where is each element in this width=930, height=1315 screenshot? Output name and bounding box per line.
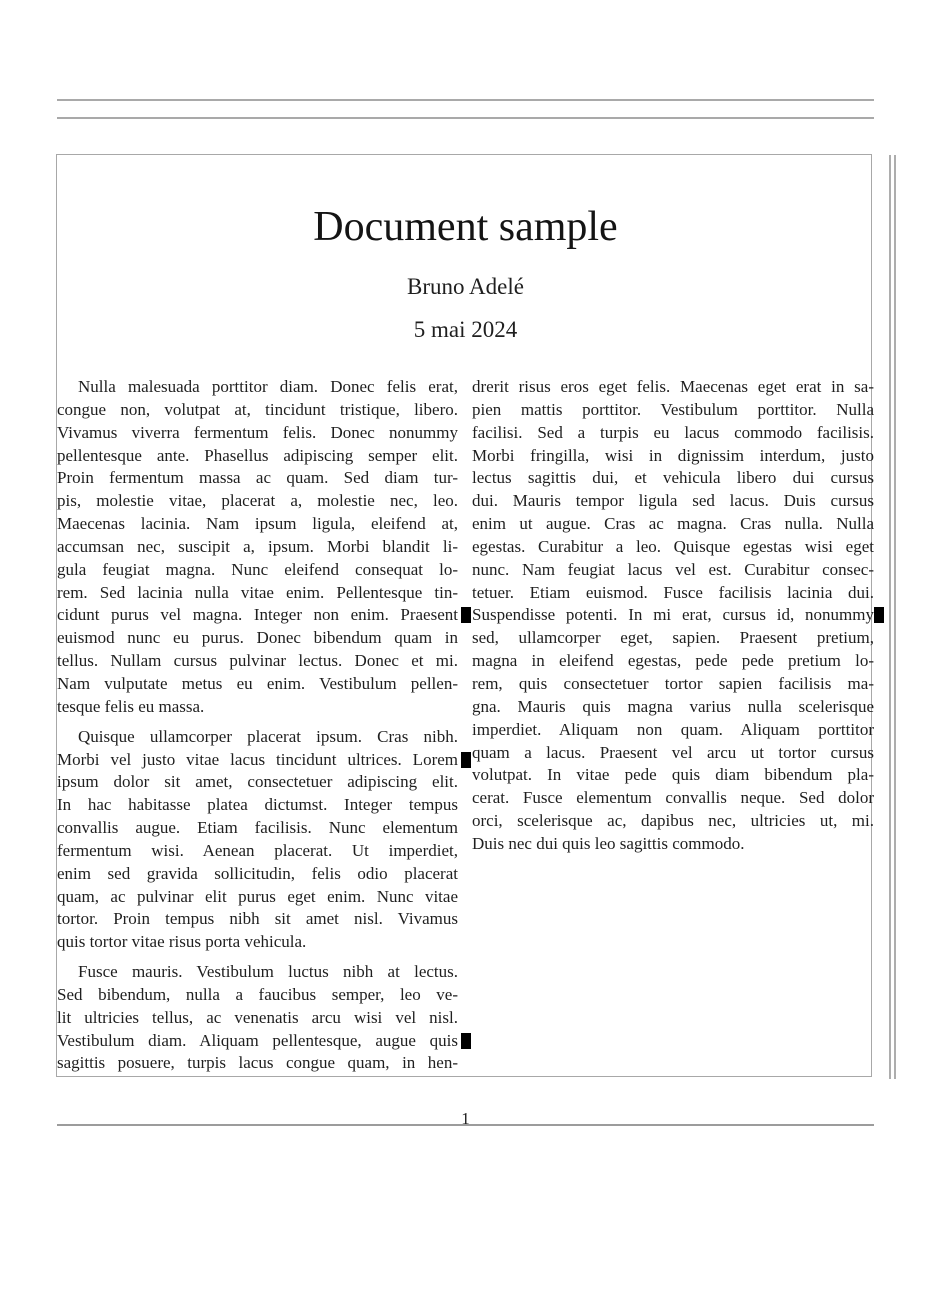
text-line: tortor. Proin tempus nibh sit amet nisl. Vivamus: [57, 909, 458, 929]
text-line: Proin fermentum massa ac quam. Sed diam tur-: [57, 468, 458, 488]
document-date: 5 mai 2024: [413, 317, 518, 342]
overfull-rule-marker: [461, 1033, 471, 1049]
text-line: cidunt purus vel magna. Integer non enim. Praesent: [57, 604, 458, 627]
text-column-left: [57, 376, 458, 1075]
text-line: pis, molestie vitae, placerat a, molestie nec, leo.: [57, 491, 458, 511]
text-line: facilisi. Sed a turpis eu lacus commodo facilisis.: [472, 422, 874, 442]
overfull-rule-marker: [874, 607, 884, 623]
text-line: dui. Mauris tempor ligula sed lacus. Duis cursus: [472, 491, 874, 511]
text-line: sagittis posuere, turpis lacus congue quam, in hen-: [57, 1053, 458, 1073]
document-title: Document sample: [313, 204, 618, 250]
text-line: euismod nunc eu purus. Donec bibendum quam in: [57, 628, 458, 648]
text-line: Fusce mauris. Vestibulum luctus nibh at lectus.: [78, 962, 458, 982]
text-line: gula feugiat magna. Nunc eleifend consequat lo-: [57, 559, 458, 579]
text-line: congue non, volutpat at, tincidunt tristique, libero.: [57, 399, 458, 419]
text-line: quam a lacus. Praesent vel arcu ut tortor cursus: [472, 742, 874, 762]
text-line: rem. Sed lacinia nulla vitae enim. Pellentesque tin-: [57, 582, 458, 602]
text-line: enim sed gravida sollicitudin, felis odio placerat: [57, 863, 458, 883]
document-author: Bruno Adelé: [407, 274, 524, 299]
text-line: pellentesque ante. Phasellus adipiscing semper elit.: [57, 445, 458, 465]
text-line: tesque felis eu massa.: [57, 696, 205, 716]
text-line: enim ut augue. Cras ac magna. Cras nulla. Nulla: [472, 514, 874, 534]
text-line: lit ultricies tellus, ac venenatis arcu wisi vel nisl.: [57, 1007, 458, 1027]
page-number: 1: [461, 1109, 470, 1128]
paragraph: [57, 726, 458, 954]
text-line: Maecenas lacinia. Nam ipsum ligula, eleifend at,: [57, 514, 458, 534]
text-line: Nam vulputate metus eu enim. Vestibulum pellen-: [57, 673, 458, 693]
text-line: pien mattis porttitor. Vestibulum porttitor. Nulla: [472, 399, 874, 419]
paragraph: [57, 376, 458, 719]
text-line: convallis augue. Etiam facilisis. Nunc elementum: [57, 818, 458, 838]
text-line: In hac habitasse platea dictumst. Integer tempus: [57, 795, 458, 815]
text-line: tetuer. Etiam euismod. Fusce facilisis lacinia dui.: [472, 582, 874, 602]
header-rule-bottom: [57, 117, 874, 119]
marginpar-frame-line-left: [889, 155, 891, 1079]
text-line: tellus. Nullam cursus pulvinar lectus. Donec et mi.: [57, 651, 458, 671]
text-column-right: [472, 376, 874, 856]
text-line: Vestibulum diam. Aliquam pellentesque, augue quis: [57, 1030, 458, 1053]
text-line: Duis nec dui quis leo sagittis commodo.: [472, 833, 745, 853]
marginpar-frame-line-right: [894, 155, 896, 1079]
text-line: Nulla malesuada porttitor diam. Donec felis erat,: [78, 377, 458, 396]
text-line: orci, scelerisque ac, dapibus nec, ultricies ut, mi.: [472, 811, 874, 831]
text-line: Quisque ullamcorper placerat ipsum. Cras nibh.: [78, 726, 458, 746]
text-line: Suspendisse potenti. In mi erat, cursus id, nonummy: [472, 604, 874, 627]
paragraph: [57, 961, 458, 1075]
text-line: imperdiet. Aliquam non quam. Aliquam porttitor: [472, 719, 874, 739]
text-line: Morbi fringilla, wisi in dignissim interdum, justo: [472, 445, 874, 465]
text-line: rem, quis consectetuer tortor sapien facilisis ma-: [472, 673, 874, 693]
text-line: quam, ac pulvinar elit purus eget enim. Nunc vitae: [57, 886, 458, 906]
text-line: magna in eleifend egestas, pede pede pretium lo-: [472, 651, 874, 671]
text-line: accumsan nec, suscipit a, ipsum. Morbi blandit li-: [57, 536, 458, 556]
overfull-rule-marker: [461, 752, 471, 768]
text-line: egestas. Curabitur a leo. Quisque egestas wisi eget: [472, 536, 874, 556]
text-line: cerat. Fusce elementum convallis neque. Sed dolor: [472, 788, 874, 808]
text-line: lectus sagittis dui, et vehicula libero dui cursus: [472, 468, 874, 488]
paragraph: [472, 376, 874, 856]
text-line: drerit risus eros eget felis. Maecenas eget erat in sa-: [472, 377, 874, 396]
text-line: gna. Mauris quis magna varius nulla scelerisque: [472, 696, 874, 716]
text-line: quis tortor vitae risus porta vehicula.: [57, 932, 307, 952]
text-line: nunc. Nam feugiat lacus vel est. Curabitur consec-: [472, 559, 874, 579]
text-line: ipsum dolor sit amet, consectetuer adipiscing elit.: [57, 772, 458, 792]
text-line: Vivamus viverra fermentum felis. Donec nonummy: [57, 422, 458, 442]
text-line: Sed bibendum, nulla a faucibus semper, leo ve-: [57, 984, 458, 1004]
overfull-rule-marker: [461, 607, 471, 623]
text-line: sed, ullamcorper eget, sapien. Praesent pretium,: [472, 628, 874, 648]
header-rule-top: [57, 99, 874, 101]
text-line: Morbi vel justo vitae lacus tincidunt ultrices. Lorem: [57, 749, 458, 772]
text-line: fermentum wisi. Aenean placerat. Ut imperdiet,: [57, 840, 458, 860]
text-line: volutpat. In vitae pede quis diam bibendum pla-: [472, 765, 874, 785]
